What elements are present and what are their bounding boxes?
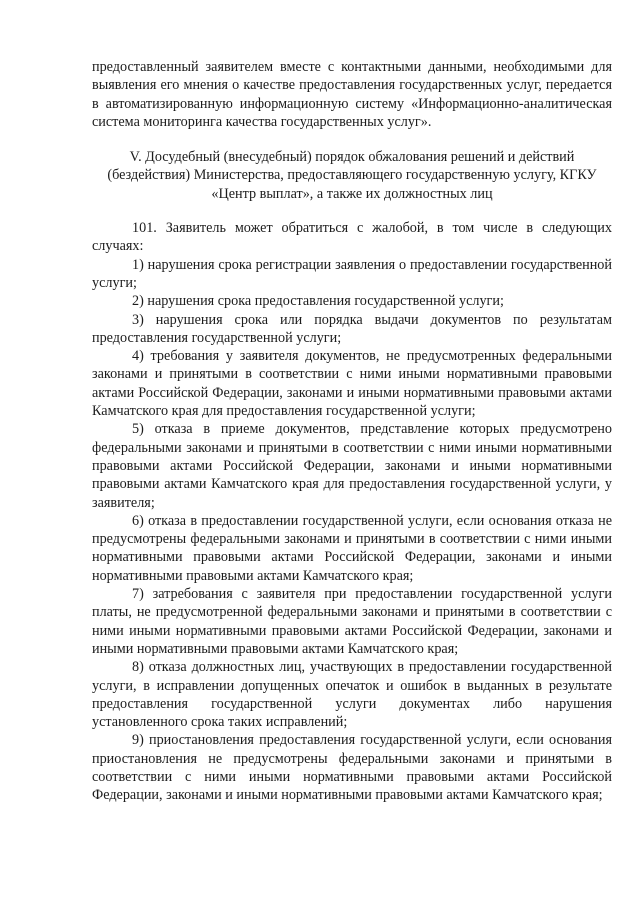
list-item-3: 3) нарушения срока или порядка выдачи документов по результатам предоставления государственной услуги; (92, 311, 612, 346)
clause-101: 101. Заявитель может обратиться с жалобой, в том числе в следующих случаях: (92, 220, 612, 255)
list-item-2: 2) нарушения срока предоставления государственной услуги; (132, 293, 504, 310)
list-item-7: 7) затребования с заявителя при предоставлении государственной услуги платы, не предусмотренной федеральными законами и принятыми в соответствии с ними иными нормативными правовыми актами Российской Федерации, законами и иными нормативными правовыми актами Камчатского края; (92, 586, 612, 657)
complaint-cases-list (92, 256, 612, 805)
section-heading: V. Досудебный (внесудебный) порядок обжалования решений и действий (бездействия) Министерства, предоставляющего государственную услугу, КГКУ «Центр выплат», а также их должностных лиц (107, 149, 597, 202)
list-item-6: 6) отказа в предоставлении государственной услуги, если основания отказа не предусмотрены федеральными законами и принятыми в соответствии с ними иными нормативными правовыми актами Российской Федерации, законами и иными нормативными правовыми актами Камчатского края; (92, 512, 612, 584)
intro-paragraph: предоставленный заявителем вместе с контактными данными, необходимыми для выявления его мнения о качестве предоставления государственных услуг, передается в автоматизированную информационную систему «Информационно-аналитическая система мониторинга качества государственных услуг». (92, 59, 612, 130)
list-item-9: 9) приостановления предоставления государственной услуги, если основания приостановления не предусмотрены федеральными законами и принятыми в соответствии с ними иными нормативными правовыми актами Российской Федерации, законами и иными нормативными правовыми актами Камчатского края; (92, 732, 612, 804)
list-item-4: 4) требования у заявителя документов, не предусмотренных федеральными законами и принятыми в соответствии с ними иными нормативными правовыми актами Российской Федерации, законами и иными нормативными правовыми актами Камчатского края для предоставления государственной услуги; (92, 348, 612, 420)
list-item-5: 5) отказа в приеме документов, представление которых предусмотрено федеральными законами и принятыми в соответствии с ними иными нормативными правовыми актами Российской Федерации, законами и иными нормативными правовыми актами Камчатского края для предоставления государственной услуги, у заявителя; (92, 421, 612, 511)
list-item-1: 1) нарушения срока регистрации заявления о предоставлении государственной услуги; (92, 256, 612, 291)
list-item-8: 8) отказа должностных лиц, участвующих в предоставлении государственной услуги, в исправлении допущенных опечаток и ошибок в выданных в результате предоставления государственной услуги документах либо нарушения установленного срока таких исправлений; (92, 659, 612, 731)
